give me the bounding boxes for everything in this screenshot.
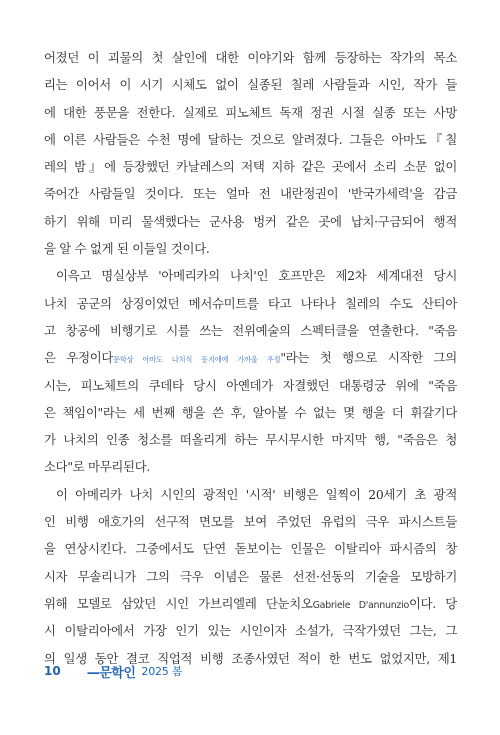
text-fragment: 이다. 당 bbox=[408, 595, 457, 611]
text-line: 에 대한 풍문을 전한다. 실제로 피노체트 독재 정권 시절 실종 또는 사망 bbox=[44, 104, 457, 120]
issue-label: 2025 봄 bbox=[141, 665, 183, 678]
text-line: 죽어간 사람들일 것이다. 또는 얼마 전 내란정권이 '반국가세력'을 감금 bbox=[44, 186, 457, 202]
text-line-with-note bbox=[44, 344, 457, 371]
original-name: Gabriele D'annunzio bbox=[312, 599, 409, 611]
text-line: 을 연상시킨다. 그중에서도 단연 돋보이는 인물은 이탈리아 파시즘의 창 bbox=[44, 541, 457, 557]
text-line: 가 나치의 인종 청소를 떠올리게 하는 무시무시한 마지막 행, "죽음은 청 bbox=[44, 432, 457, 448]
text-line: 은 책임이"라는 세 번째 행을 쓴 후, 알아볼 수 없는 몇 행을 더 휘갈기다 bbox=[44, 404, 457, 420]
text-line-with-name bbox=[44, 590, 457, 617]
text-line: 레의 밤』에 등장했던 카날레스의 저택 지하 같은 곳에서 소리 소문 없이 bbox=[44, 159, 457, 175]
text-fragment: "라는 첫 행으로 시작한 그의 bbox=[280, 350, 457, 366]
page-number: 10 bbox=[44, 664, 61, 678]
magazine-name: —문학인 bbox=[86, 665, 136, 681]
text-line: 시자 무솔리니가 그의 극우 이념은 물론 선전·선동의 기술을 모방하기 bbox=[44, 568, 457, 584]
text-line: 에 이른 사람들은 수천 명에 달하는 것으로 알려졌다. 그들은 아마도『칠 bbox=[44, 131, 457, 147]
text-line: 시는, 피노체트의 쿠데타 당시 아옌데가 자결했던 대통령궁 위에 "죽음 bbox=[44, 377, 457, 393]
editor-note: 문학상 아마도 나치식 동지애에 가까울 우정 bbox=[113, 355, 281, 365]
page-footer bbox=[44, 661, 182, 681]
text-line: 이 아메리카 나치 시인의 광적인 '시적' 비행은 일찍이 20세기 초 광적 bbox=[56, 486, 457, 502]
text-line: 소다"로 마무리된다. bbox=[44, 459, 151, 475]
text-line: 의 일생 동안 결코 직업적 비행 조종사였던 적이 한 번도 없었지만, 제1 bbox=[44, 650, 457, 666]
text-fragment: 위해 모델로 삼았던 시인 가브리엘레 단눈치오 bbox=[44, 595, 313, 611]
text-line: 을 알 수 없게 된 이들일 것이다. bbox=[44, 241, 210, 257]
text-fragment: 은 우정이다 bbox=[44, 350, 114, 366]
text-line: 어졌던 이 괴물의 첫 살인에 대한 이야기와 함께 등장하는 작가의 목소 bbox=[44, 50, 457, 65]
text-line: 인 비행 애호가의 선구적 면모를 보여 주었던 유럽의 극우 파시스트들 bbox=[44, 514, 457, 530]
text-line: 나치 공군의 상징이었던 메서슈미트를 타고 나타나 칠레의 수도 산티아 bbox=[44, 295, 457, 311]
text-line: 고 창공에 비행기로 시를 쓰는 전위예술의 스펙터클을 연출한다. "죽음 bbox=[44, 322, 457, 338]
text-line: 이윽고 명실상부 '아메리카의 나치'인 호프만은 제2차 세계대전 당시 bbox=[56, 268, 457, 284]
body-text bbox=[44, 44, 457, 672]
text-line: 리는 이어서 이 시기 시체도 없이 실종된 칠레 사람들과 시인, 작가 들 bbox=[44, 77, 457, 93]
text-line: 하기 위해 미리 물색했다는 군사용 벙커 같은 곳에 납치·구금되어 행적 bbox=[44, 213, 457, 229]
text-line: 시 이탈리아에서 가장 인기 있는 시인이자 소설가, 극작가였던 그는, 그 bbox=[44, 623, 457, 639]
